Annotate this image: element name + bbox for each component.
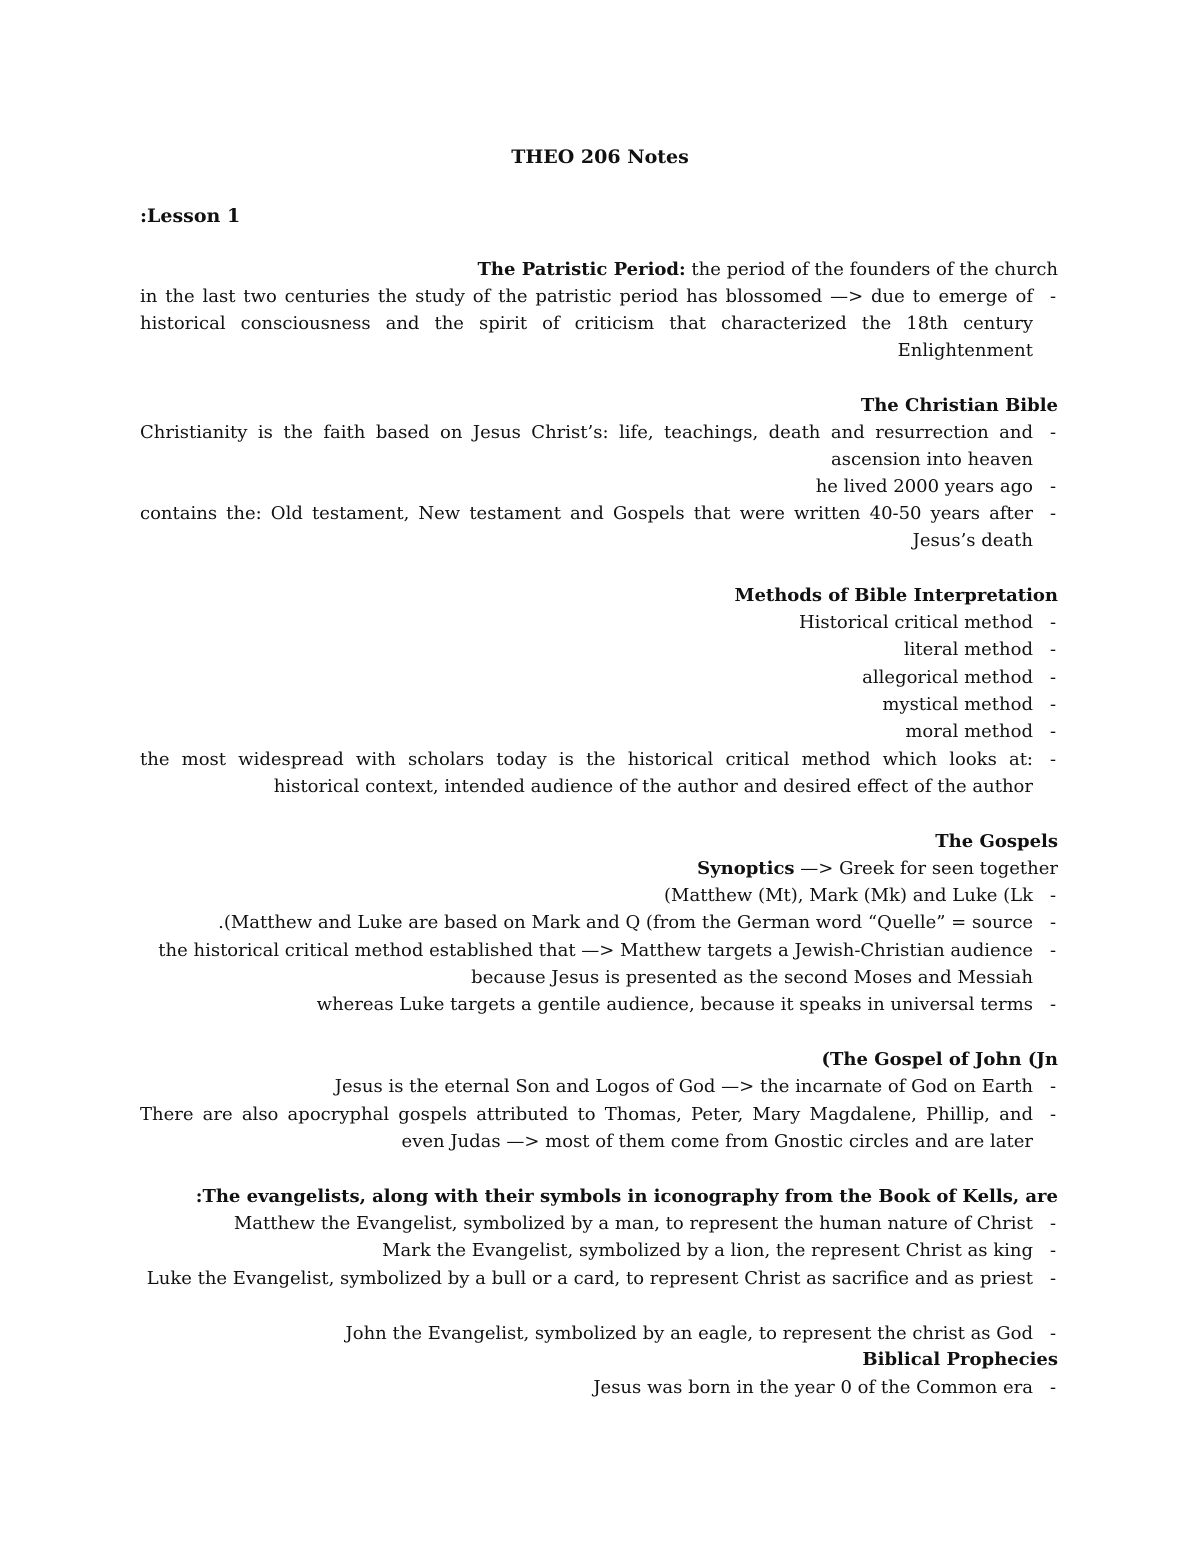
patristic-bullet-1: in the last two centuries the study of the patristic period has blossomed —> due to emerge of historical consciousness and the spirit of criticism that characterized the 18th century Enlightenment <box>140 286 1033 361</box>
bible-bullet-2: he lived 2000 years ago <box>815 476 1033 497</box>
evangelists-bullet-3: Luke the Evangelist, symbolized by a bull or a card, to represent Christ as sacrifice and as priest <box>146 1268 1033 1289</box>
synoptics-tail: —> Greek for seen together <box>794 858 1058 879</box>
prophecies-heading: Biblical Prophecies <box>862 1349 1058 1370</box>
evangelists-bullet-1: Matthew the Evangelist, symbolized by a man, to represent the human nature of Christ <box>233 1213 1033 1234</box>
bullet-dash <box>1050 746 1056 773</box>
methods-bullet-1: Historical critical method <box>798 612 1033 633</box>
bullet-dash <box>1050 419 1056 446</box>
bullet-dash <box>1050 609 1056 636</box>
methods-bullet-3: allegorical method <box>862 667 1033 688</box>
bullet-dash <box>1050 991 1056 1018</box>
patristic-heading-tail: the period of the founders of the church <box>685 259 1058 280</box>
lesson-label: :Lesson 1 <box>140 205 241 227</box>
bullet-dash <box>1050 1210 1056 1237</box>
john-bullet-1: Jesus is the eternal Son and Logos of God —> the incarnate of God on Earth <box>334 1076 1033 1097</box>
methods-heading: Methods of Bible Interpretation <box>734 585 1058 606</box>
synoptics-bold: Synoptics <box>697 858 795 879</box>
methods-bullet-4: mystical method <box>882 694 1033 715</box>
bullet-dash <box>1050 1374 1056 1401</box>
john-bullet-2: There are also apocryphal gospels attributed to Thomas, Peter, Mary Magdalene, Phillip, and even Judas —> most of them come from Gnostic circles and are later <box>140 1104 1033 1152</box>
prophecies-bullet-1: Jesus was born in the year 0 of the Common era <box>593 1377 1033 1398</box>
methods-bullet-6: the most widespread with scholars today is the historical critical method which looks at: historical context, intended audience of the author and desired effect of the author <box>140 749 1033 797</box>
bullet-dash <box>1050 909 1056 936</box>
bullet-dash <box>1050 1320 1056 1347</box>
bullet-dash <box>1050 937 1056 964</box>
bullet-dash <box>1050 1237 1056 1264</box>
evangelists-bullet-4: John the Evangelist, symbolized by an eagle, to represent the christ as God <box>345 1323 1033 1344</box>
bullet-dash <box>1050 283 1056 310</box>
bullet-dash <box>1050 500 1056 527</box>
bible-heading: The Christian Bible <box>860 395 1058 416</box>
patristic-heading <box>478 256 1058 283</box>
bullet-dash <box>1050 473 1056 500</box>
gospels-bullet-3: the historical critical method established that —> Matthew targets a Jewish-Christian audience because Jesus is presented as the second Moses and Messiah <box>158 940 1033 988</box>
bullet-dash <box>1050 691 1056 718</box>
gospels-bullet-2: .(Matthew and Luke are based on Mark and Q (from the German word “Quelle” = source <box>218 912 1033 933</box>
gospels-heading: The Gospels <box>935 831 1058 852</box>
evangelists-bullet-2: Mark the Evangelist, symbolized by a lion, the represent Christ as king <box>382 1240 1033 1261</box>
patristic-heading-bold: The Patristic Period: <box>477 259 686 280</box>
synoptics-line <box>697 855 1058 882</box>
evangelists-heading: :The evangelists, along with their symbols in iconography from the Book of Kells, are <box>195 1186 1058 1207</box>
bullet-dash <box>1050 718 1056 745</box>
bullet-dash <box>1050 882 1056 909</box>
bullet-dash <box>1050 1101 1056 1128</box>
bullet-dash <box>1050 1265 1056 1292</box>
gospels-bullet-1: (Matthew (Mt), Mark (Mk) and Luke (Lk <box>664 885 1033 906</box>
bullet-dash <box>1050 636 1056 663</box>
bullet-dash <box>1050 1073 1056 1100</box>
bible-bullet-1: Christianity is the faith based on Jesus Christ’s: life, teachings, death and resurrection and ascension into heaven <box>140 422 1033 470</box>
bible-bullet-3: contains the: Old testament, New testament and Gospels that were written 40-50 years after Jesus’s death <box>140 503 1033 551</box>
bullet-dash <box>1050 664 1056 691</box>
methods-bullet-2: literal method <box>903 639 1033 660</box>
gospels-bullet-4: whereas Luke targets a gentile audience, because it speaks in universal terms <box>316 994 1033 1015</box>
methods-bullet-5: moral method <box>905 721 1033 742</box>
document-title: THEO 206 Notes <box>511 146 689 168</box>
john-heading: (The Gospel of John (Jn <box>821 1049 1058 1070</box>
